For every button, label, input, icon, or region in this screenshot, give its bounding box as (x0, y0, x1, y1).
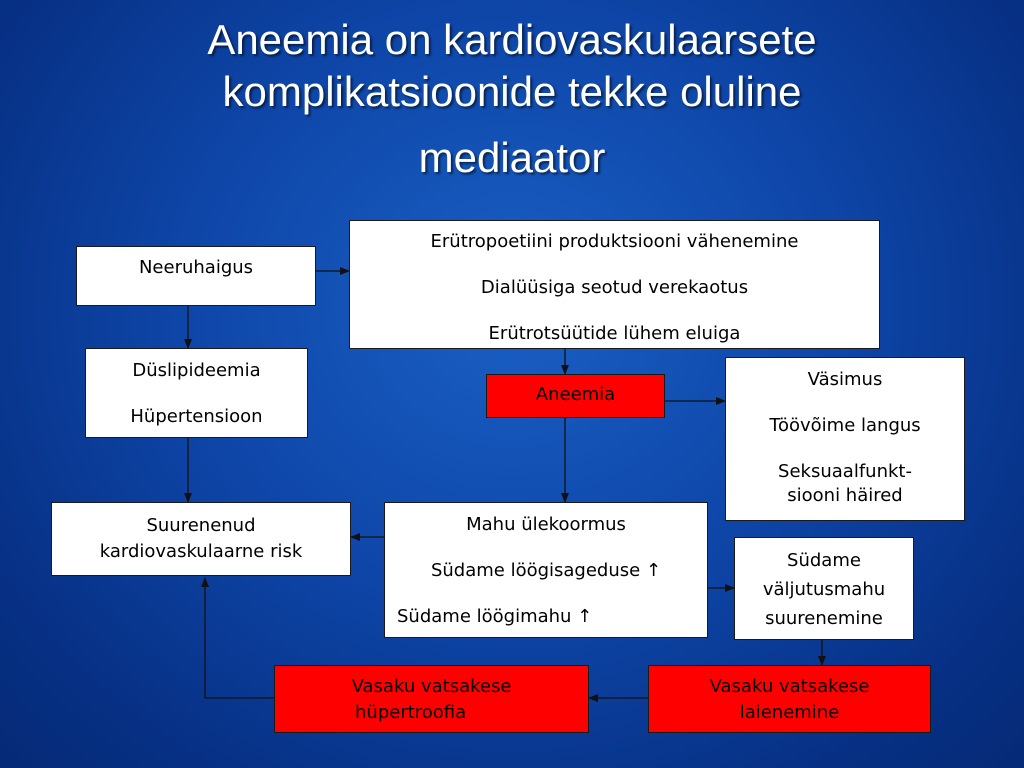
box-line: suurenemine (765, 608, 883, 629)
box-line: Südame löögimahu ↑ (397, 606, 593, 627)
box-risk (51, 502, 351, 576)
box-line: Mahu ülekoormus (466, 514, 626, 535)
box-line: Südame (787, 550, 861, 571)
box-line: Vasaku vatsakese (351, 676, 512, 697)
box-line: Erütropoetiini produktsiooni vähenemine (430, 231, 799, 252)
box-line: Hüpertensioon (130, 406, 263, 427)
title-line-1: Aneemia on kardiovaskulaarsete (207, 16, 817, 63)
box-neeruhaigus (76, 246, 316, 306)
box-overload (384, 502, 708, 638)
box-dilation (648, 665, 931, 733)
box-line: laienemine (739, 702, 840, 723)
box-symptoms (725, 357, 965, 521)
box-causes (349, 220, 880, 349)
box-line: Südame löögisageduse ↑ (430, 560, 662, 581)
title-line-2: komplikatsioonide tekke oluline (222, 68, 802, 116)
box-line: Töövõime langus (769, 415, 921, 436)
arrow-hypertrophy-to-risk (205, 578, 274, 698)
box-hypertrophy (274, 665, 589, 733)
box-line: hüpertroofia (355, 702, 467, 723)
box-line: Düslipideemia (132, 360, 261, 381)
box-line: Neeruhaigus (138, 257, 254, 278)
box-line: Suurenenud (146, 515, 256, 536)
box-line: siooni häired (787, 485, 903, 506)
box-line: Aneemia (535, 384, 616, 405)
box-line: Väsimus (807, 369, 883, 390)
title-line-3: mediaator (418, 134, 606, 182)
box-line: väljutusmahu (762, 579, 886, 600)
box-line: Seksuaalfunkt- (778, 461, 912, 482)
box-output (734, 537, 914, 640)
box-aneemia (486, 374, 665, 418)
box-line: Vasaku vatsakese (709, 676, 870, 697)
box-line: kardiovaskulaarne risk (99, 541, 303, 562)
box-dyslipid (85, 348, 308, 438)
box-line: Dialüüsiga seotud verekaotus (480, 277, 749, 298)
box-line: Erütrotsüütide lühem eluiga (488, 323, 741, 344)
